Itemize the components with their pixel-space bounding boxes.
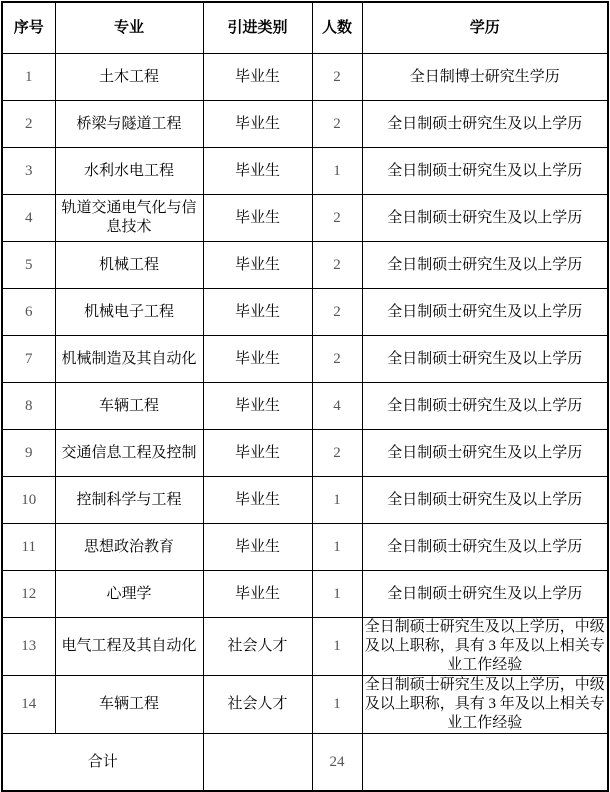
- cell-major: 机械工程: [55, 242, 203, 289]
- cell-major: 土木工程: [55, 54, 203, 101]
- table-row: [2, 54, 608, 101]
- total-label: 合计: [2, 734, 203, 792]
- column-header-major: 专业: [55, 2, 203, 54]
- cell-no: 6: [2, 289, 55, 336]
- cell-no: 5: [2, 242, 55, 289]
- cell-no: 8: [2, 383, 55, 430]
- cell-education: 全日制硕士研究生及以上学历: [362, 195, 608, 242]
- cell-education: 全日制硕士研究生及以上学历: [362, 524, 608, 571]
- column-header-no: 序号: [2, 2, 55, 54]
- cell-count: 2: [312, 289, 362, 336]
- cell-type: 毕业生: [203, 101, 312, 148]
- cell-major: 桥梁与隧道工程: [55, 101, 203, 148]
- cell-no: 3: [2, 148, 55, 195]
- cell-major: 控制科学与工程: [55, 477, 203, 524]
- cell-type: 毕业生: [203, 430, 312, 477]
- cell-count: 2: [312, 54, 362, 101]
- cell-major: 轨道交通电气化与信息技术: [55, 195, 203, 242]
- header-row: [2, 2, 608, 54]
- cell-major: 交通信息工程及控制: [55, 430, 203, 477]
- cell-education: 全日制硕士研究生及以上学历: [362, 336, 608, 383]
- table-row: [2, 524, 608, 571]
- cell-count: 2: [312, 101, 362, 148]
- cell-education: 全日制硕士研究生及以上学历: [362, 430, 608, 477]
- cell-education: 全日制硕士研究生及以上学历: [362, 571, 608, 618]
- cell-count: 1: [312, 524, 362, 571]
- cell-no: 4: [2, 195, 55, 242]
- table-body: [2, 54, 608, 734]
- cell-education: 全日制硕士研究生及以上学历，中级及以上职称，具有 3 年及以上相关专业工作经验: [362, 676, 608, 734]
- cell-no: 11: [2, 524, 55, 571]
- cell-count: 2: [312, 430, 362, 477]
- cell-count: 1: [312, 618, 362, 676]
- cell-education: 全日制硕士研究生及以上学历: [362, 101, 608, 148]
- cell-education: 全日制硕士研究生及以上学历: [362, 289, 608, 336]
- cell-count: 2: [312, 195, 362, 242]
- cell-count: 1: [312, 571, 362, 618]
- table-row: [2, 101, 608, 148]
- cell-education: 全日制硕士研究生及以上学历，中级及以上职称，具有 3 年及以上相关专业工作经验: [362, 618, 608, 676]
- cell-count: 4: [312, 383, 362, 430]
- table-footer: [2, 734, 608, 792]
- column-header-count: 人数: [312, 2, 362, 54]
- cell-count: 1: [312, 676, 362, 734]
- cell-major: 车辆工程: [55, 676, 203, 734]
- column-header-type: 引进类别: [203, 2, 312, 54]
- total-row: [2, 734, 608, 792]
- table-header: [2, 2, 608, 54]
- cell-no: 10: [2, 477, 55, 524]
- cell-major: 车辆工程: [55, 383, 203, 430]
- table-row: [2, 242, 608, 289]
- cell-type: 毕业生: [203, 148, 312, 195]
- cell-major: 机械制造及其自动化: [55, 336, 203, 383]
- cell-education: 全日制硕士研究生及以上学历: [362, 148, 608, 195]
- total-education-cell: [362, 734, 608, 792]
- cell-type: 毕业生: [203, 524, 312, 571]
- cell-type: 毕业生: [203, 383, 312, 430]
- cell-education: 全日制硕士研究生及以上学历: [362, 477, 608, 524]
- cell-type: 毕业生: [203, 289, 312, 336]
- cell-type: 毕业生: [203, 571, 312, 618]
- cell-major: 水利水电工程: [55, 148, 203, 195]
- cell-major: 心理学: [55, 571, 203, 618]
- cell-major: 机械电子工程: [55, 289, 203, 336]
- cell-type: 毕业生: [203, 477, 312, 524]
- table-row: [2, 383, 608, 430]
- cell-type: 毕业生: [203, 336, 312, 383]
- cell-count: 1: [312, 477, 362, 524]
- table-row: [2, 148, 608, 195]
- cell-type: 毕业生: [203, 54, 312, 101]
- cell-education: 全日制硕士研究生及以上学历: [362, 383, 608, 430]
- cell-count: 2: [312, 336, 362, 383]
- cell-no: 9: [2, 430, 55, 477]
- total-type-cell: [203, 734, 312, 792]
- cell-education: 全日制博士研究生学历: [362, 54, 608, 101]
- table-row: [2, 195, 608, 242]
- cell-no: 2: [2, 101, 55, 148]
- cell-type: 毕业生: [203, 242, 312, 289]
- cell-major: 电气工程及其自动化: [55, 618, 203, 676]
- total-count-cell: 24: [312, 734, 362, 792]
- column-header-education: 学历: [362, 2, 608, 54]
- cell-type: 社会人才: [203, 618, 312, 676]
- table-row: [2, 430, 608, 477]
- table-row: [2, 289, 608, 336]
- table-row: [2, 676, 608, 734]
- table-row: [2, 571, 608, 618]
- recruitment-plan-table: [1, 1, 609, 792]
- table-row: [2, 618, 608, 676]
- cell-type: 毕业生: [203, 195, 312, 242]
- cell-no: 12: [2, 571, 55, 618]
- table-row: [2, 477, 608, 524]
- cell-education: 全日制硕士研究生及以上学历: [362, 242, 608, 289]
- cell-no: 14: [2, 676, 55, 734]
- cell-count: 2: [312, 242, 362, 289]
- cell-no: 1: [2, 54, 55, 101]
- cell-no: 7: [2, 336, 55, 383]
- table-row: [2, 336, 608, 383]
- cell-major: 思想政治教育: [55, 524, 203, 571]
- cell-no: 13: [2, 618, 55, 676]
- cell-type: 社会人才: [203, 676, 312, 734]
- cell-count: 1: [312, 148, 362, 195]
